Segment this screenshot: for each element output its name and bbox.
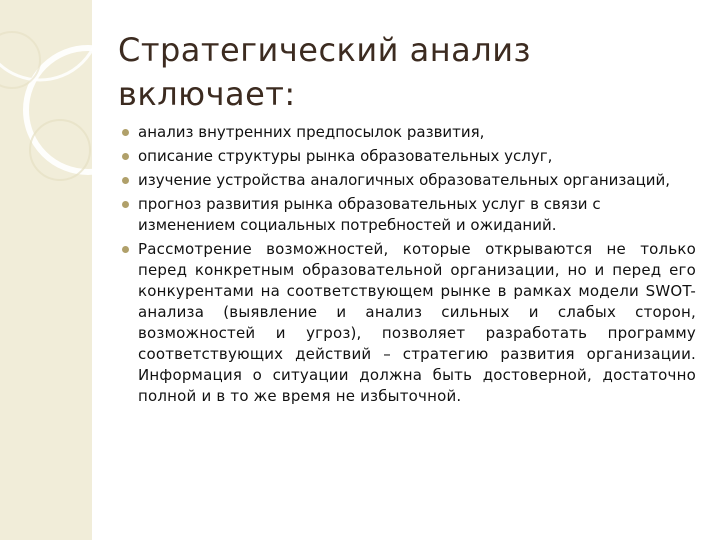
bullet-text: прогноз развития рынка образовательных услуг в связи с изменением социальных потребностей и ожиданий. [138, 195, 601, 234]
bullet-icon [122, 201, 129, 208]
bullet-text: Рассмотрение возможностей, которые открываются не только перед конкретным образовательной организации, но и перед его конкурентами на соответствующем рынке в рамках модели SWOT-анализа (выявление и анализ сильных и слабых сторон, возможностей и угроз), позволяет разработать программу соответствующих действий – стратегию развития организации. Информация о ситуации должна быть достоверной, достаточно полной и в то же время не избыточной. [138, 240, 696, 405]
bullet-icon [122, 246, 129, 253]
bullet-icon [122, 153, 129, 160]
bullet-list [118, 122, 696, 410]
bullet-text: описание структуры рынка образовательных услуг, [138, 147, 553, 165]
bullet-text: изучение устройства аналогичных образовательных организаций, [138, 171, 671, 189]
bullet-text: анализ внутренних предпосылок развития, [138, 123, 485, 141]
slide-title: Стратегический анализ включает: [118, 31, 532, 113]
bullet-icon [122, 129, 129, 136]
list-item [118, 194, 696, 236]
list-item [118, 239, 696, 407]
list-item [118, 170, 696, 191]
bullet-icon [122, 177, 129, 184]
list-item [118, 122, 696, 143]
list-item [118, 146, 696, 167]
